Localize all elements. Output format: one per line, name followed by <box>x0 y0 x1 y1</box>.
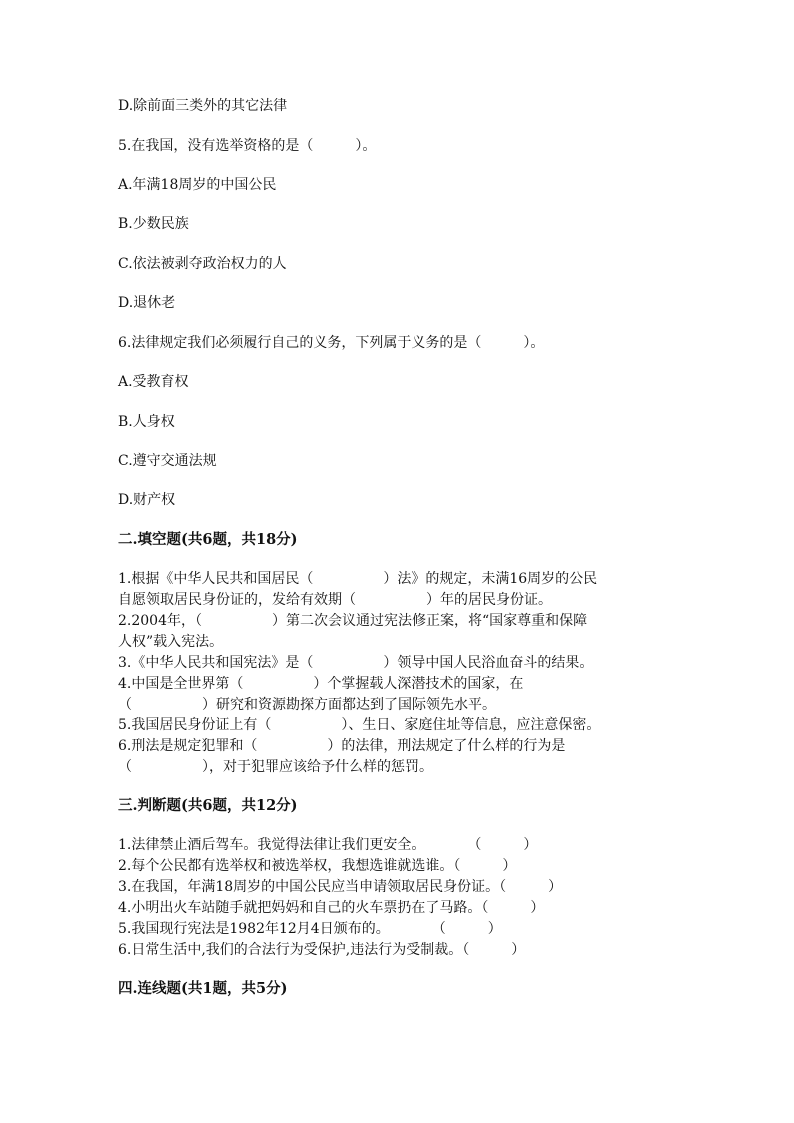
option-5-a: A.年满18周岁的中国公民 <box>118 177 277 193</box>
question-6: 6.法律规定我们必须履行自己的义务，下列属于义务的是（ ）。 <box>118 335 545 351</box>
fill-line: 1.根据《中华人民共和国居民（ ）法》的规定，未满16周岁的公民 <box>118 571 598 587</box>
section-title-judge: 三.判断题(共6题，共12分) <box>118 797 298 814</box>
fill-line: （ ）研究和资源勘探方面都达到了国际领先水平。 <box>118 697 496 713</box>
fill-line: 4.中国是全世界第（ ）个掌握载人深潜技术的国家，在 <box>118 676 524 692</box>
judge-line: 6.日常生活中,我们的合法行为受保护,违法行为受制裁。（ ） <box>118 942 526 958</box>
option-6-c: C.遵守交通法规 <box>118 453 217 469</box>
section-title-match: 四.连线题(共1题，共5分) <box>118 980 288 997</box>
option-5-b: B.少数民族 <box>118 216 189 232</box>
option-5-d: D.退休老 <box>118 295 176 311</box>
judge-line: 2.每个公民都有选举权和被选举权，我想选谁就选谁。（ ） <box>118 858 517 874</box>
fill-line: 自愿领取居民身份证的，发给有效期（ ）年的居民身份证。 <box>118 592 552 608</box>
option-5-c: C.依法被剥夺政治权力的人 <box>118 256 287 272</box>
fill-line: 3.《中华人民共和国宪法》是（ ）领导中国人民浴血奋斗的结果。 <box>118 655 594 671</box>
fill-line: 5.我国居民身份证上有（ ）、生日、家庭住址等信息，应注意保密。 <box>118 717 601 733</box>
fill-line: 6.刑法是规定犯罪和（ ）的法律，刑法规定了什么样的行为是 <box>118 738 566 754</box>
section-title-fill: 二.填空题(共6题，共18分) <box>118 531 298 548</box>
option-6-a: A.受教育权 <box>118 374 189 390</box>
option-6-d: D.财产权 <box>118 492 176 508</box>
judge-line: 1.法律禁止酒后驾车。我觉得法律让我们更安全。 （ ） <box>118 837 538 853</box>
judge-line: 4.小明出火车站随手就把妈妈和自己的火车票扔在了马路。（ ） <box>118 900 545 916</box>
option-6-b: B.人身权 <box>118 414 175 430</box>
judge-line: 3.在我国，年满18周岁的中国公民应当申请领取居民身份证。（ ） <box>118 879 563 895</box>
question-5: 5.在我国，没有选举资格的是（ ）。 <box>118 138 377 154</box>
fill-line: 人权”载入宪法。 <box>118 634 224 650</box>
fill-line: （ ），对于犯罪应该给予什么样的惩罚。 <box>118 759 433 775</box>
judge-line: 5.我国现行宪法是1982年12月4日颁布的。 （ ） <box>118 921 502 937</box>
option-4-d: D.除前面三类外的其它法律 <box>118 98 288 114</box>
fill-line: 2.2004年，（ ）第二次会议通过宪法修正案，将“国家尊重和保障 <box>118 613 588 629</box>
